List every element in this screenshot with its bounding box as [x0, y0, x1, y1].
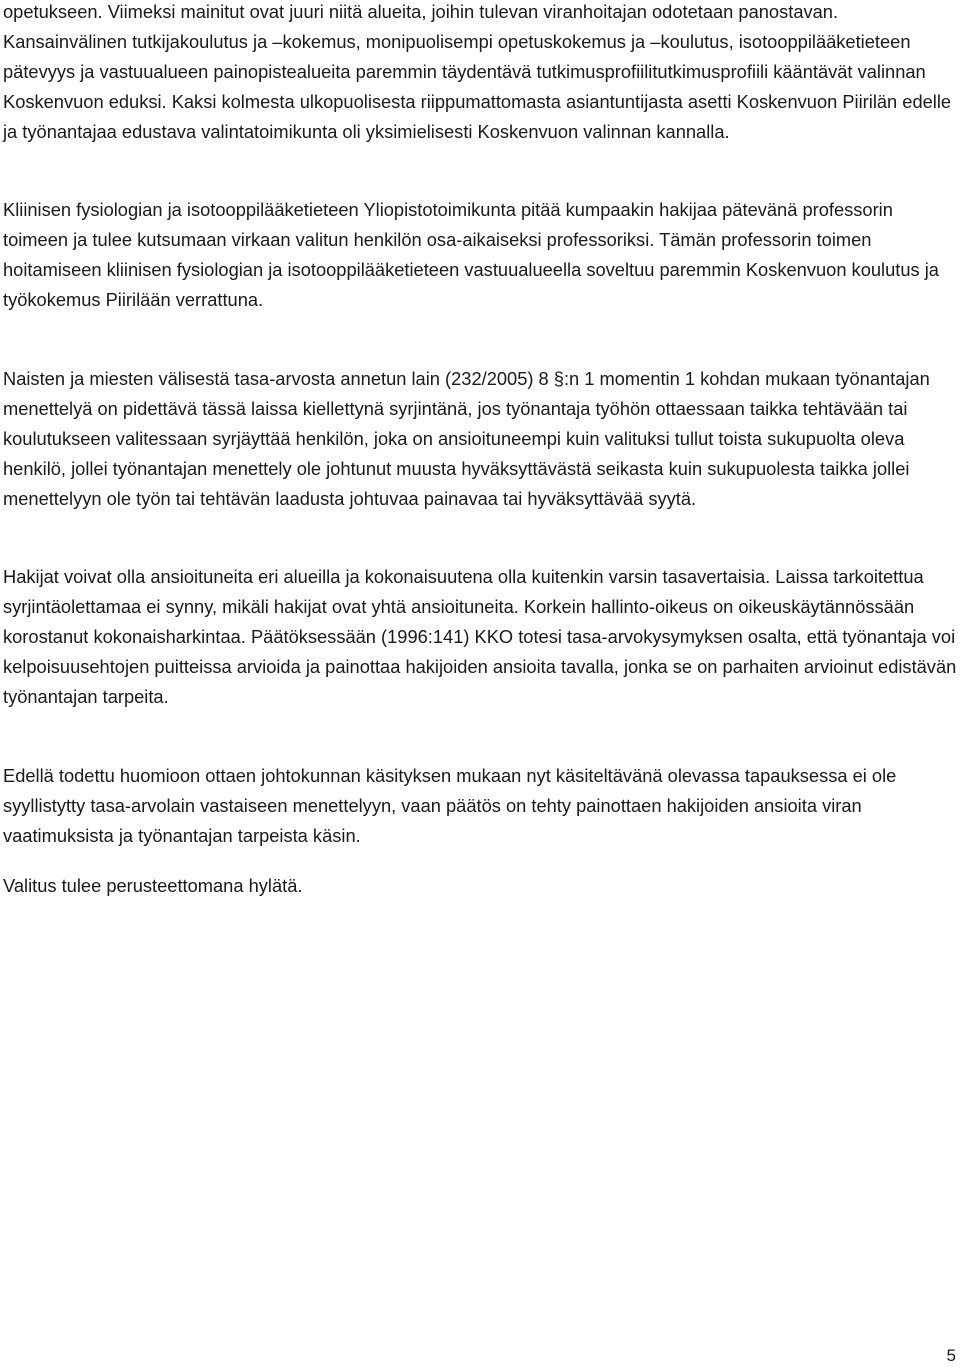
paragraph-appointment-reasoning: opetukseen. Viimeksi mainitut ovat juuri niitä alueita, joihin tulevan viranhoitajan odotetaan panostavan. Kansainvälinen tutkijakoulutus ja –kokemus, monipuolisempi opetuskokemus ja –koulutus, isotooppilääketieteen pätevyys ja vastuualueen painopistealueita paremmin täydentävä tutkimusprofiilitutkimusprofiili kääntävät valinnan Koskenvuon eduksi. Kaksi kolmesta ulkopuolisesta riippumattomasta asiantuntijasta asetti Koskenvuon Piirilän edelle ja työnantajaa edustava valintatoimikunta oli yksimielisesti Koskenvuon valinnan kannalla.: [3, 1, 952, 142]
paragraph-equality-law: Naisten ja miesten välisestä tasa-arvosta annetun lain (232/2005) 8 §:n 1 momentin 1 kohdan mukaan työnantajan menettelyä on pidettävä tässä laissa kiellettynä syrjintänä, jos työnantaja työhön ottaessaan taikka tehtävään tai koulutukseen valitessaan syrjäyttää henkilön, joka on ansioituneempi kuin valituksi tullut toista sukupuolta oleva henkilö, jollei työnantajan menettely ole johtunut muusta hyväksyttävästä seikasta kuin sukupuolesta taikka jollei menettelyyn ole työn tai tehtävän laadusta johtuvaa painavaa tai hyväksyttävää syytä.: [3, 368, 930, 509]
paragraph-board-conclusion: Edellä todettu huomioon ottaen johtokunnan käsityksen mukaan nyt käsiteltävänä olevassa tapauksessa ei ole syyllistytty tasa-arvolain vastaiseen menettelyyn, vaan päätös on tehty painottaen hakijoiden ansioita viran vaatimuksista ja työnantajan tarpeista käsin.: [3, 765, 897, 846]
page-number: 5: [946, 1346, 956, 1365]
paragraph-decision: Valitus tulee perusteettomana hylätä.: [3, 875, 303, 896]
paragraph-university-committee: Kliinisen fysiologian ja isotooppilääketieteen Yliopistotoimikunta pitää kumpaakin hakijaa pätevänä professorin toimeen ja tulee kutsumaan virkaan valitun henkilön osa-aikaiseksi professoriksi. Tämän professorin toimen hoitamiseen kliinisen fysiologian ja isotooppilääketieteen vastuualueella soveltuu paremmin Koskenvuon koulutus ja työkokemus Piirilään verrattuna.: [3, 199, 939, 310]
paragraph-applicant-merits: Hakijat voivat olla ansioituneita eri alueilla ja kokonaisuutena olla kuitenkin varsin tasavertaisia. Laissa tarkoitettua syrjintäolettamaa ei synny, mikäli hakijat ovat yhtä ansioituneita. Korkein hallinto-oikeus on oikeuskäytännössään korostanut kokonaisharkintaa. Päätöksessään (1996:141) KKO totesi tasa-arvokysymyksen osalta, että työnantaja voi kelpoisuusehtojen puitteissa arvioida ja painottaa hakijoiden ansioita tavalla, jonka se on parhaiten arvioinut edistävän työnantajan tarpeita.: [3, 566, 957, 707]
